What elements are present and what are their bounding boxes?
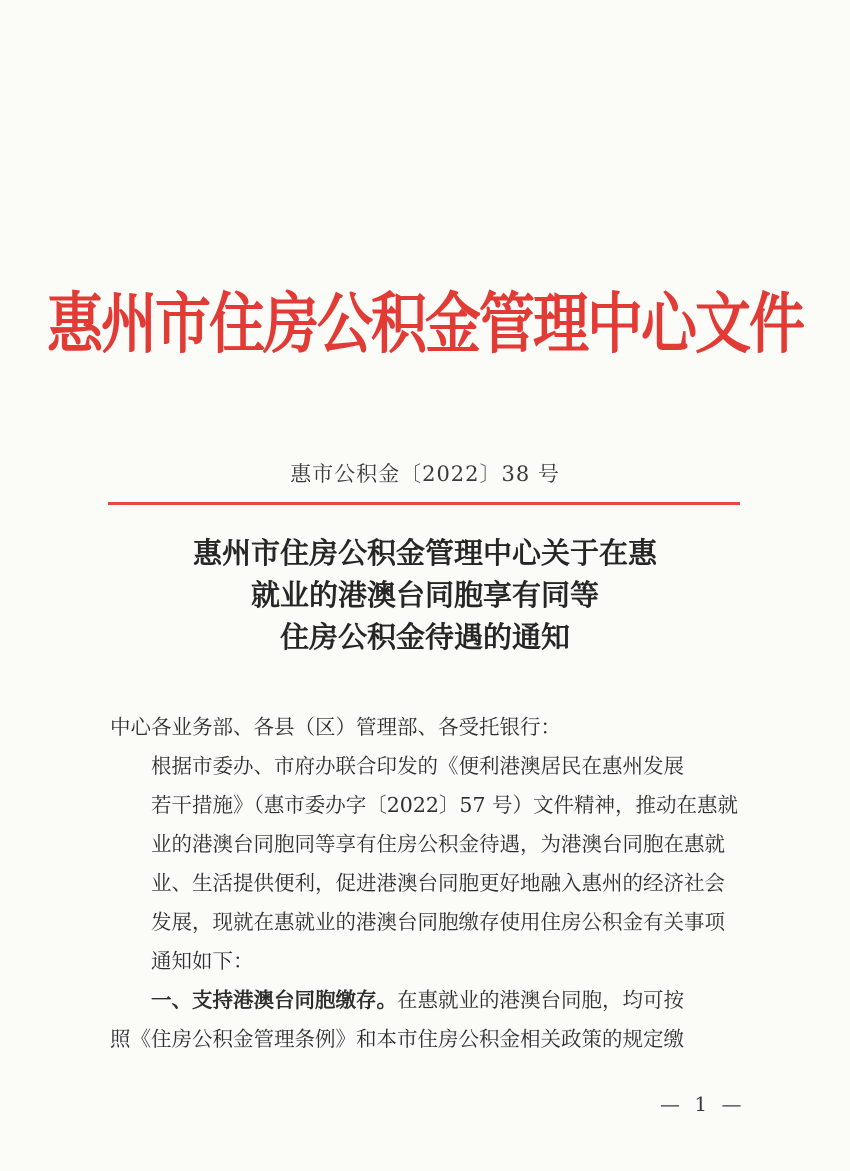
paragraph-1-line: 根据市委办、市府办联合印发的《便利港澳居民在惠州发展 — [151, 754, 684, 778]
document-number: 惠市公积金〔2022〕38 号 — [290, 462, 560, 486]
paragraph-1-line: 业、生活提供便利，促进港澳台同胞更好地融入惠州的经济社会 — [151, 871, 725, 895]
red-divider-line — [108, 502, 740, 505]
notice-body — [110, 708, 750, 1059]
salutation: 中心各业务部、各县（区）管理部、各受托银行： — [110, 715, 561, 739]
paragraph-1-line: 通知如下： — [151, 949, 254, 973]
title-line-2: 就业的港澳台同胞享有同等 — [250, 578, 599, 612]
paragraph-2-line-1-text: 在惠就业的港澳台同胞，均可按 — [397, 988, 684, 1012]
notice-title — [0, 532, 850, 658]
paragraph-1-line: 发展，现就在惠就业的港澳台同胞缴存使用住房公积金有关事项 — [151, 910, 725, 934]
paragraph-2-line-1 — [110, 981, 750, 1020]
section-heading-support-deposit: 一、支持港澳台同胞缴存。 — [151, 988, 397, 1012]
title-line-1: 惠州市住房公积金管理中心关于在惠 — [192, 536, 657, 570]
title-line-3: 住房公积金待遇的通知 — [279, 620, 570, 654]
org-banner-title: 惠州市住房公积金管理中心文件 — [47, 286, 803, 363]
paragraph-1 — [110, 747, 750, 981]
paragraph-2 — [110, 981, 750, 1059]
paragraph-1-line: 若干措施》（惠市委办字〔2022〕57 号）文件精神，推动在惠就 — [151, 793, 739, 817]
page-number: — 1 — — [660, 1092, 746, 1116]
paragraph-1-line: 业的港澳台同胞同等享有住房公积金待遇，为港澳台同胞在惠就 — [151, 832, 725, 856]
paragraph-2-line-2: 照《住房公积金管理条例》和本市住房公积金相关政策的规定缴 — [110, 1027, 684, 1051]
